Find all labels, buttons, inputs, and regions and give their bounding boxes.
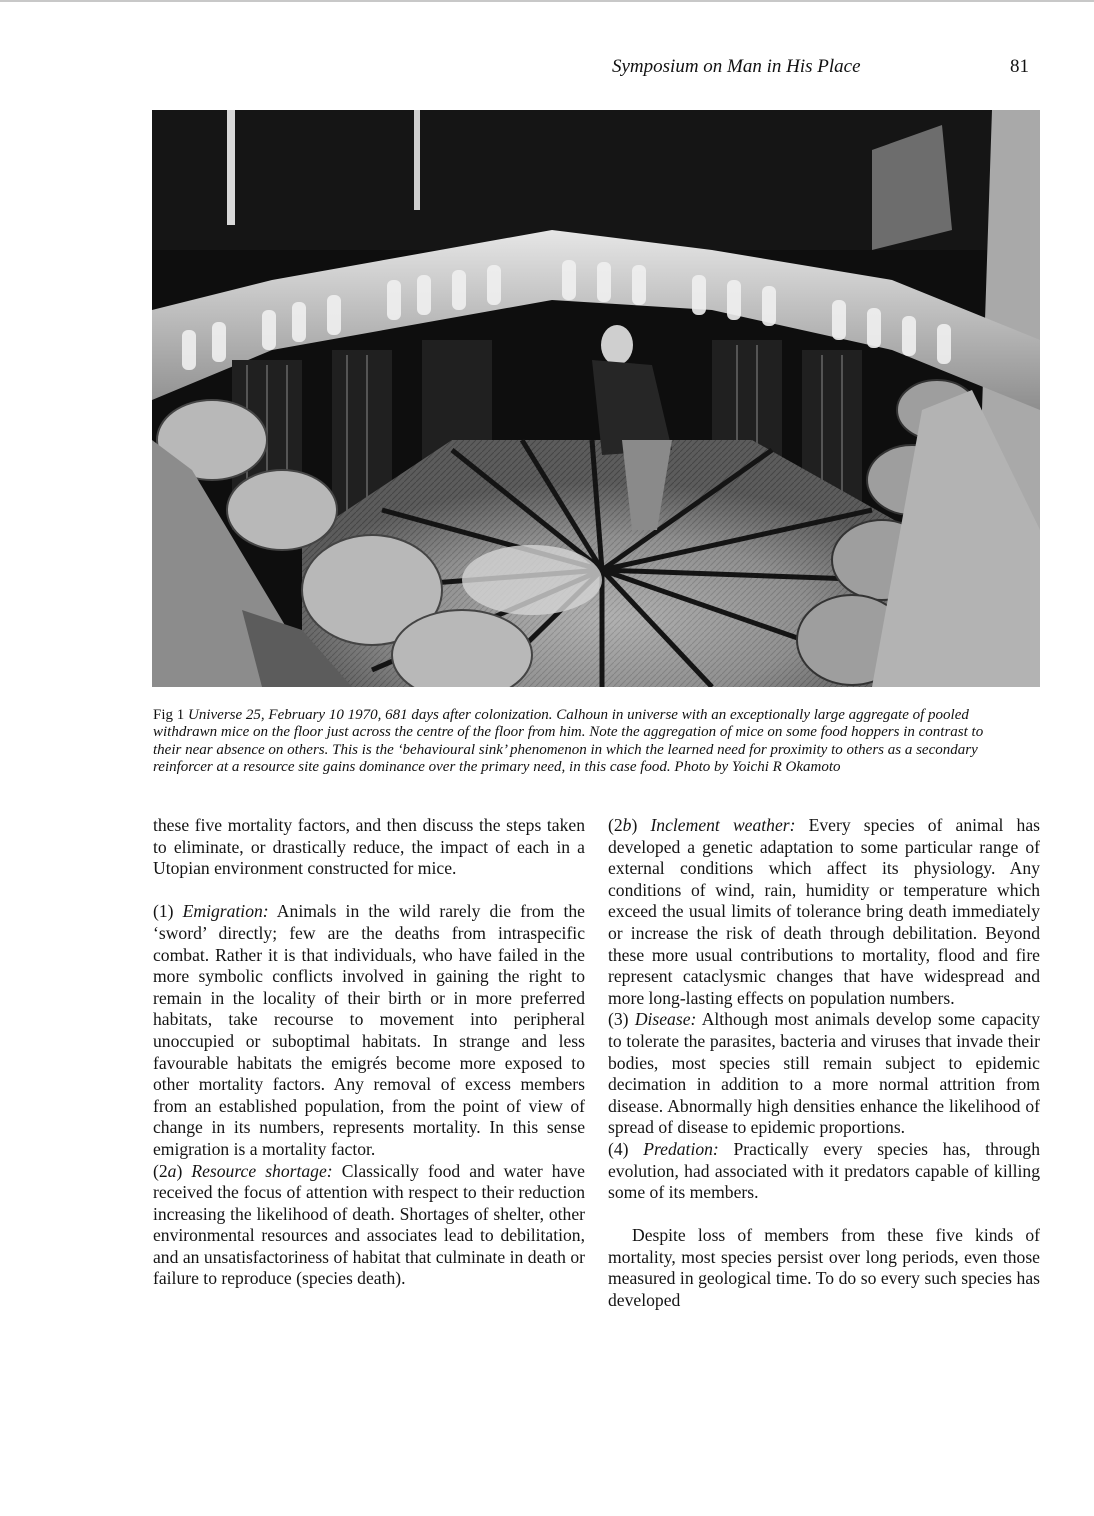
left-column	[153, 815, 585, 1290]
item-number: (1)	[153, 901, 183, 922]
item-body: Classically food and water have received the focus of attention with respect to their reduction increasing the likelihood of death. Shortages of shelter, other environmental resources and associates lead to debilitation, and an unsatisfactoriness of habitat that culminate in death or failure to reproduce (species death).	[153, 1160, 585, 1289]
item-heading: Inclement weather:	[650, 815, 796, 835]
paragraph-conclusion: Despite loss of members from these five kinds of mortality, most species persist over long periods, even those measured in geological time. To do so every such species has developed	[608, 1225, 1040, 1311]
item-heading: Predation:	[643, 1138, 719, 1159]
item-number-letter: b	[622, 815, 632, 835]
item-number: (4)	[608, 1138, 644, 1159]
right-column	[608, 815, 1040, 1312]
figure-caption	[153, 707, 1013, 776]
item-number: (2	[608, 815, 623, 835]
figure-label: Fig 1	[153, 707, 185, 723]
item-body: Practically every species has, through evolution, had associated with it predators capable of killing some of its members.	[608, 1138, 1040, 1203]
item-heading: Emigration:	[182, 901, 269, 922]
paragraph-emigration	[153, 901, 585, 1160]
item-number: (2	[153, 1160, 168, 1181]
paragraph-inclement-weather	[608, 815, 1040, 1009]
item-number-close: )	[176, 1160, 192, 1181]
item-number-letter: a	[167, 1160, 177, 1181]
viewer-top-border	[0, 0, 1094, 2]
item-number: (3)	[608, 1009, 635, 1030]
paragraph-resource-shortage	[153, 1161, 585, 1291]
page-number: 81	[1010, 56, 1029, 77]
paragraph-predation	[608, 1139, 1040, 1204]
running-head: Symposium on Man in His Place	[612, 56, 861, 77]
figure-photo	[152, 110, 1040, 687]
item-heading: Disease:	[634, 1009, 697, 1030]
paragraph-intro: these five mortality factors, and then discuss the steps taken to eliminate, or drastically reduce, the impact of each in a Utopian environment constructed for mice.	[153, 815, 585, 879]
item-heading: Resource shortage:	[191, 1160, 333, 1181]
figure-caption-text: Universe 25, February 10 1970, 681 days after colonization. Calhoun in universe with an exceptionally large aggregate of pooled withdrawn mice on the floor just across the centre of the floor from him. Note the aggregation of mice on some food hoppers in contrast to their near absence on others. This is the ‘behavioural sink’ phenomenon in which the learned need for proximity to others as a secondary reinforcer at a resource site gains dominance over the primary need, in this case food. Photo by Yoichi R Okamoto	[153, 707, 984, 775]
enclosure-photo-icon	[152, 110, 1040, 687]
paragraph-disease	[608, 1009, 1040, 1139]
item-body: Although most animals develop some capacity to tolerate the parasites, bacteria and viruses that invade their bodies, most species still remain subject to epidemic decimation in addition to a more normal attrition from disease. Abnormally high densities enhance the likelihood of spread of disease to epidemic proportions.	[608, 1009, 1040, 1138]
item-body: Animals in the wild rarely die from the ‘sword’ directly; few are the deaths from intraspecific combat. Rather it is that individuals, who have failed in the more symbolic conflicts involved in gaining the right to remain in the locality of their birth or in more preferred habitats, take recourse to movement into peripheral unoccupied or suboptimal habitats. In strange and less favourable habitats the emigrés become more exposed to other mortality factors. Any removal of excess members from an established population, from the point of view of change in its numbers, represents mortality. In this sense emigration is a mortality factor.	[153, 901, 585, 1159]
item-number-close: )	[631, 815, 651, 835]
item-body: Every species of animal has developed a genetic adaptation to some particular range of external conditions which affect its physiology. Any conditions of wind, rain, humidity or temperature which exceed the usual limits of tolerance bring death immediately or increase the risk of death through debilitation. Beyond these more usual contributions to mortality, flood and fire represent cataclysmic changes that have widespread and more long-lasting effects on population numbers.	[608, 815, 1040, 1008]
